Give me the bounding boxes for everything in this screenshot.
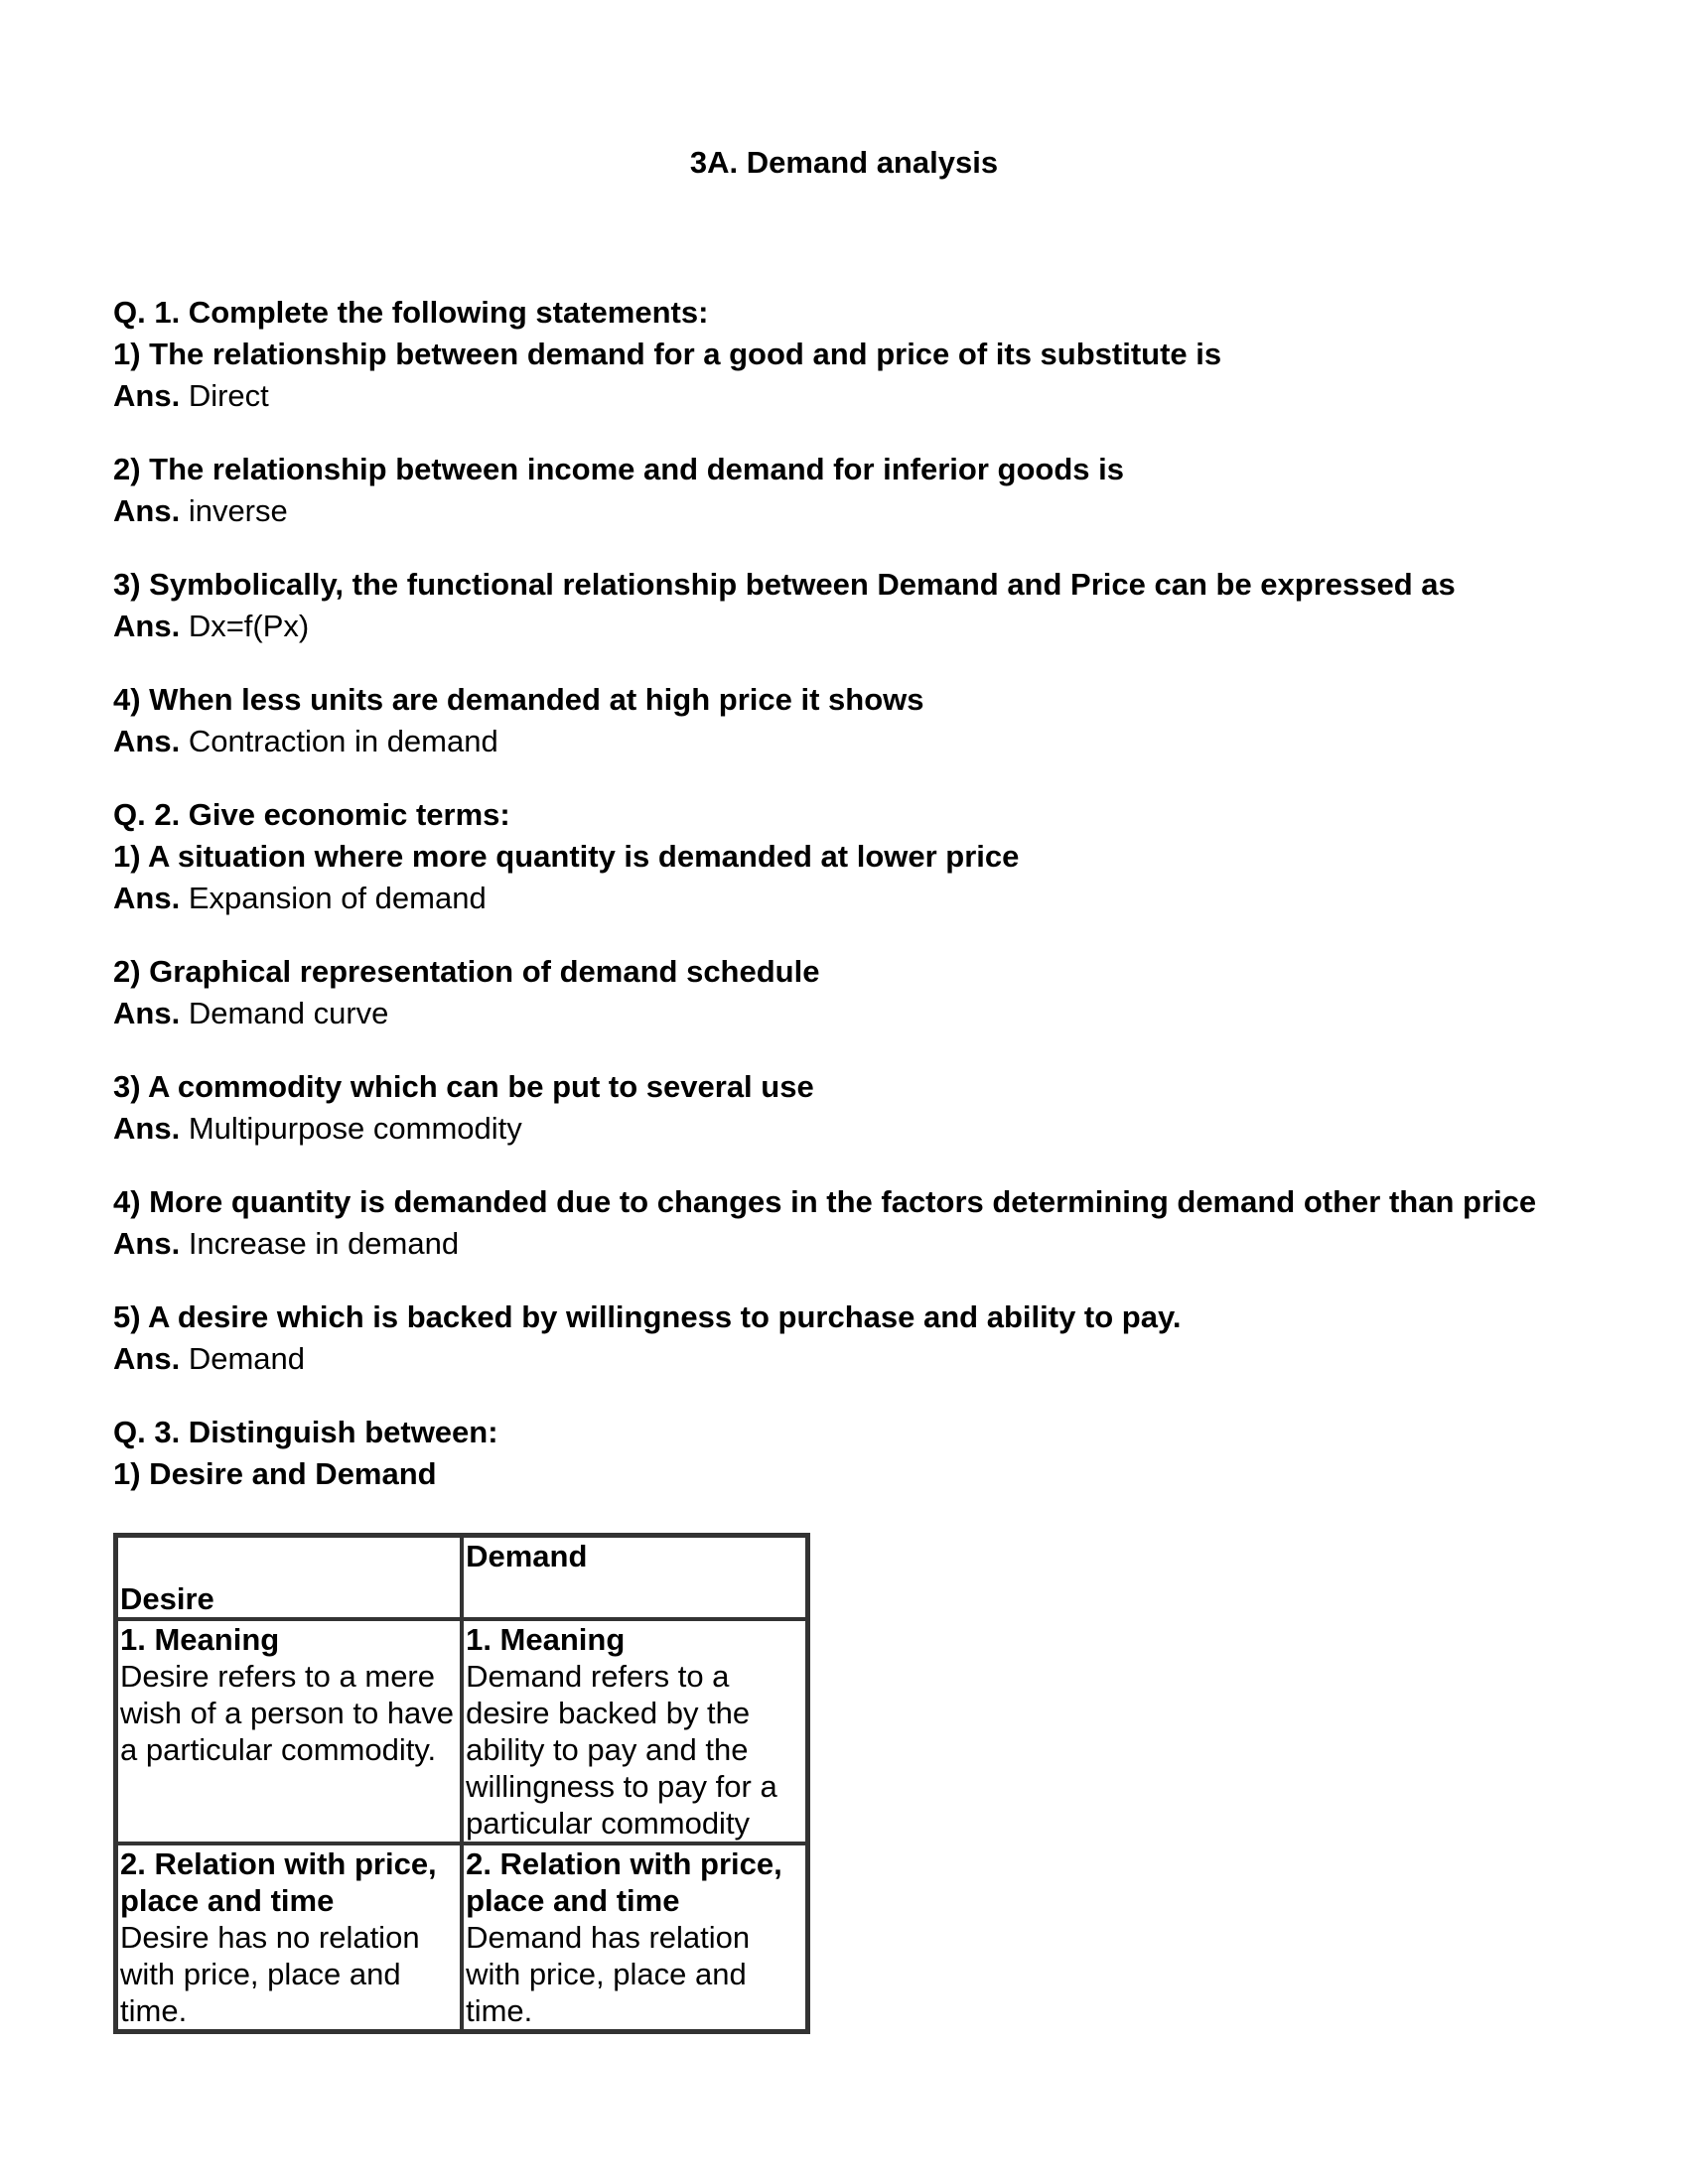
qa-item: [113, 564, 1573, 647]
qa-item: [113, 679, 1573, 762]
section-heading: Q. 3. Distinguish between:: [113, 1415, 498, 1449]
section-heading: Q. 2. Give economic terms:: [113, 797, 510, 832]
answer-label: Ans.: [113, 724, 181, 758]
table-cell: [116, 1843, 462, 2031]
answer-line: [113, 878, 1573, 919]
question-text: 3) A commodity which can be put to several use: [113, 1069, 814, 1104]
table-cell: [116, 1619, 462, 1843]
table-cell: [462, 1619, 807, 1843]
question-text: 3) Symbolically, the functional relationship between Demand and Price can be expressed as: [113, 567, 1456, 602]
qa-item: [113, 449, 1573, 532]
question-text: 2) The relationship between income and demand for inferior goods is: [113, 452, 1124, 486]
qa-item: [113, 836, 1573, 919]
section-heading: Q. 1. Complete the following statements:: [113, 295, 709, 330]
answer-text: inverse: [188, 493, 288, 528]
answer-text: Demand curve: [188, 996, 389, 1030]
answer-text: Demand: [188, 1341, 305, 1376]
table-header-row: [116, 1536, 807, 1619]
cell-text: Demand has relation with price, place and time.: [466, 1920, 751, 2028]
answer-label: Ans.: [113, 881, 181, 915]
table-row: [116, 1843, 807, 2031]
answer-text: Increase in demand: [188, 1226, 460, 1261]
answer-text: Dx=f(Px): [188, 609, 310, 643]
answer-line: [113, 375, 1573, 417]
answer-text: Multipurpose commodity: [188, 1111, 522, 1146]
answer-label: Ans.: [113, 378, 181, 413]
answer-line: [113, 1108, 1573, 1150]
answer-label: Ans.: [113, 996, 181, 1030]
question-text: 1) The relationship between demand for a good and price of its substitute is: [113, 337, 1222, 371]
answer-label: Ans.: [113, 1341, 181, 1376]
document-body: [113, 292, 1573, 2034]
comparison-table: [113, 1533, 810, 2034]
answer-label: Ans.: [113, 609, 181, 643]
answer-text: Expansion of demand: [188, 881, 487, 915]
question-text: 5) A desire which is backed by willingness to purchase and ability to pay.: [113, 1299, 1182, 1334]
table-cell: [462, 1843, 807, 2031]
cell-text: Desire refers to a mere wish of a person to have a particular commodity.: [120, 1659, 455, 1767]
subheading: 1) Desire and Demand: [113, 1456, 437, 1491]
answer-line: [113, 490, 1573, 532]
answer-line: [113, 721, 1573, 762]
answer-line: [113, 1223, 1573, 1265]
qa-item: [113, 334, 1573, 417]
cell-heading: 1. Meaning: [120, 1622, 280, 1657]
qa-item: [113, 1297, 1573, 1380]
table-header-cell: Desire: [116, 1536, 462, 1619]
cell-heading: 2. Relation with price, place and time: [466, 1846, 782, 1918]
question-text: 1) A situation where more quantity is demanded at lower price: [113, 839, 1020, 874]
table-header-cell: Demand: [462, 1536, 807, 1619]
answer-label: Ans.: [113, 1226, 181, 1261]
answer-label: Ans.: [113, 493, 181, 528]
answer-text: Direct: [188, 378, 269, 413]
cell-text: Demand refers to a desire backed by the ability to pay and the willingness to pay for a particular commodity: [466, 1659, 777, 1841]
page-title: 3A. Demand analysis: [689, 145, 999, 180]
question-text: 4) When less units are demanded at high price it shows: [113, 682, 924, 717]
qa-item: [113, 951, 1573, 1034]
question-text: 2) Graphical representation of demand schedule: [113, 954, 820, 989]
answer-line: [113, 1338, 1573, 1380]
cell-heading: 2. Relation with price, place and time: [120, 1846, 437, 1918]
section-q1: [113, 292, 1573, 762]
qa-item: [113, 1181, 1573, 1265]
answer-line: [113, 993, 1573, 1034]
question-text: 4) More quantity is demanded due to changes in the factors determining demand other than price: [113, 1184, 1537, 1219]
qa-item: [113, 1066, 1573, 1150]
cell-text: Desire has no relation with price, place and time.: [120, 1920, 420, 2028]
section-q3: [113, 1412, 1573, 2034]
answer-label: Ans.: [113, 1111, 181, 1146]
table-row: [116, 1619, 807, 1843]
answer-text: Contraction in demand: [188, 724, 498, 758]
cell-heading: 1. Meaning: [466, 1622, 626, 1657]
section-q2: [113, 794, 1573, 1380]
answer-line: [113, 606, 1573, 647]
